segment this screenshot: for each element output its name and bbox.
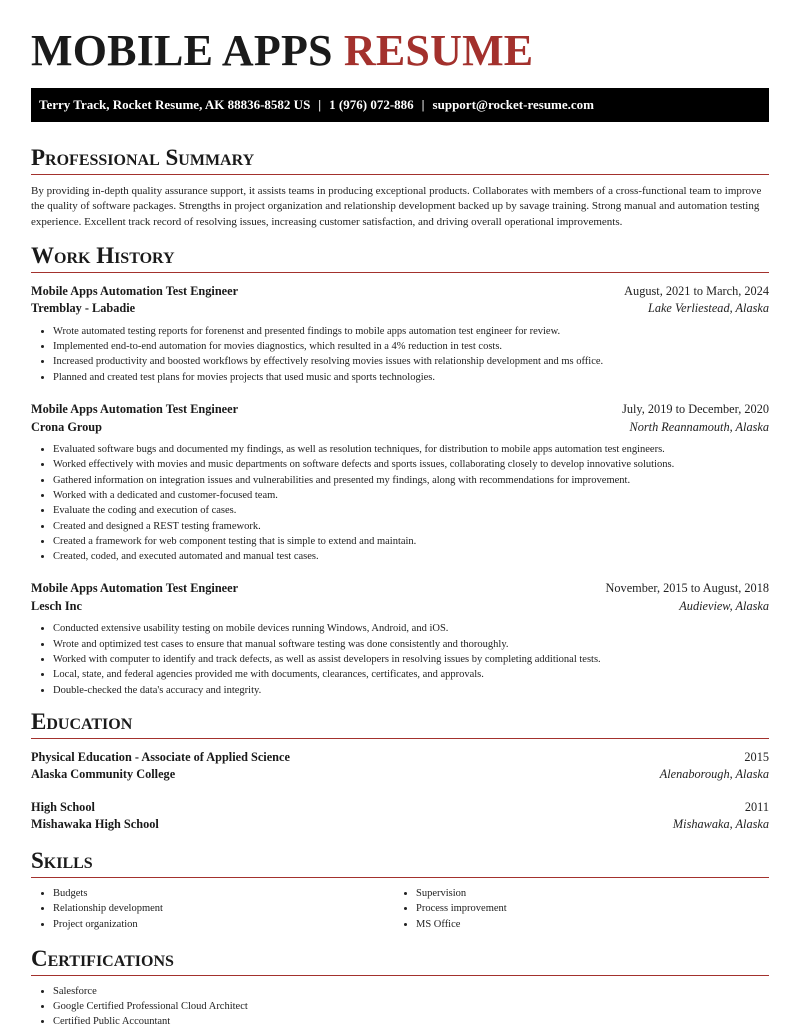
job-bullet: • Created a framework for web component testing that is simple to extend and maintain. [53, 534, 769, 549]
education-school: Mishawaka High School [31, 817, 159, 832]
job-bullet: • Worked with a dedicated and customer-focused team. [53, 488, 769, 503]
certifications-section [31, 945, 769, 1030]
job-dates: August, 2021 to March, 2024 [624, 283, 769, 298]
skills-list [31, 886, 394, 932]
education-degree: High School [31, 799, 95, 814]
education-school: Alaska Community College [31, 767, 176, 782]
skills-column-right [394, 886, 757, 932]
title-accent: RESUME [343, 26, 534, 75]
contact-phone: 1 (976) 072-886 [329, 97, 414, 112]
job-bullet: • Implemented end-to-end automation for movies diagnostics, which resulted in a 4% reduction in test costs. [53, 339, 769, 354]
job-bullet: • Double-checked the data's accuracy and integrity. [53, 683, 769, 698]
job-bullet: • Wrote automated testing reports for forenenst and presented findings to mobile apps automation test engineer for review. [53, 324, 769, 339]
work-history-section [31, 242, 769, 698]
education-location: Alenaborough, Alaska [659, 767, 769, 782]
certification-item: • Certified Public Accountant [53, 1014, 769, 1029]
work-history-heading: Work History [31, 242, 769, 273]
job-bullet: • Gathered information on integration issues and vulnerabilities and presented my findings, along with recommendations for improvement. [53, 473, 769, 488]
education-section [31, 708, 769, 834]
job-bullet: • Wrote and optimized test cases to ensure that manual software testing was done consistently and thoroughly. [53, 637, 769, 652]
education-location: Mishawaka, Alaska [672, 817, 769, 832]
contact-separator: | [421, 97, 425, 112]
skill-item: • Supervision [416, 886, 757, 901]
job-bullet: • Created and designed a REST testing framework. [53, 519, 769, 534]
job-location: Lake Verliestead, Alaska [647, 301, 769, 316]
job-bullet: • Conducted extensive usability testing on mobile devices running Windows, Android, and iOS. [53, 621, 769, 636]
job-bullet: • Evaluated software bugs and documented my findings, as well as resolution techniques, for distribution to mobile apps automation test engineers. [53, 442, 769, 457]
education-year: 2011 [744, 799, 769, 814]
title-main: MOBILE APPS [31, 26, 333, 75]
summary-section [31, 144, 769, 230]
job-bullets [31, 324, 769, 385]
job-bullet: • Worked effectively with movies and music departments on software defects and sports issues, collaborating closely to develop innovative solutions. [53, 457, 769, 472]
job-bullet: • Planned and created test plans for movies projects that used music and sports technologies. [53, 370, 769, 385]
education-heading: Education [31, 708, 769, 739]
skill-item: • Relationship development [53, 901, 394, 916]
education-entry [31, 799, 769, 834]
job-company: Lesch Inc [31, 598, 82, 613]
contact-address: Terry Track, Rocket Resume, AK 88836-8582 US [39, 97, 311, 112]
job-company: Crona Group [31, 419, 102, 434]
skill-item: • MS Office [416, 917, 757, 932]
job-entry [31, 580, 769, 697]
job-entry [31, 401, 769, 564]
education-degree: Physical Education - Associate of Applied Science [31, 749, 290, 764]
job-company: Tremblay - Labadie [31, 301, 136, 316]
contact-separator: | [318, 97, 322, 112]
job-dates: July, 2019 to December, 2020 [622, 402, 769, 417]
job-bullet: • Created, coded, and executed automated and manual test cases. [53, 549, 769, 564]
skill-item: • Process improvement [416, 901, 757, 916]
summary-text: By providing in-depth quality assurance support, it assists teams in producing exceptional products. Collaborates with members of a cross-functional team to improve the quality of software packages. Strengths in project organization and relationship development backed up by savage training. Strong manual and automation testing experience. Excellent track record of resolving issues, increasing customer satisfaction, and driving overall operational improvements. [31, 185, 762, 228]
job-dates: November, 2015 to August, 2018 [605, 581, 769, 596]
resume-title [31, 27, 769, 75]
skills-section [31, 847, 769, 932]
job-bullets [31, 621, 769, 697]
certification-item: • Google Certified Professional Cloud Architect [53, 999, 769, 1014]
skills-columns [31, 886, 769, 932]
skills-column-left [31, 886, 394, 932]
job-title: Mobile Apps Automation Test Engineer [31, 402, 239, 417]
certifications-heading: Certifications [31, 945, 769, 976]
skills-list [394, 886, 757, 932]
job-bullets [31, 442, 769, 564]
job-bullet: • Evaluate the coding and execution of cases. [53, 503, 769, 518]
job-location: Audieview, Alaska [679, 598, 769, 613]
education-year: 2015 [744, 749, 769, 764]
skill-item: • Project organization [53, 917, 394, 932]
job-location: North Reannamouth, Alaska [629, 419, 769, 434]
contact-email[interactable]: support@rocket-resume.com [432, 97, 594, 112]
contact-bar [31, 88, 769, 122]
skill-item: • Budgets [53, 886, 394, 901]
job-title: Mobile Apps Automation Test Engineer [31, 283, 239, 298]
certification-item: • Salesforce [53, 984, 769, 999]
job-title: Mobile Apps Automation Test Engineer [31, 581, 239, 596]
resume-page [31, 0, 769, 1030]
job-bullet: • Local, state, and federal agencies provided me with documents, clearances, certificates, and approvals. [53, 667, 769, 682]
certifications-list [31, 984, 769, 1030]
job-entry [31, 283, 769, 385]
job-bullet: • Increased productivity and boosted workflows by effectively resolving movies issues with relationship development and ms office. [53, 354, 769, 369]
summary-heading: Professional Summary [31, 144, 769, 175]
education-entry [31, 749, 769, 784]
skills-heading: Skills [31, 847, 769, 878]
job-bullet: • Worked with computer to identify and track defects, as well as assist developers in resolving issues by completing additional tests. [53, 652, 769, 667]
